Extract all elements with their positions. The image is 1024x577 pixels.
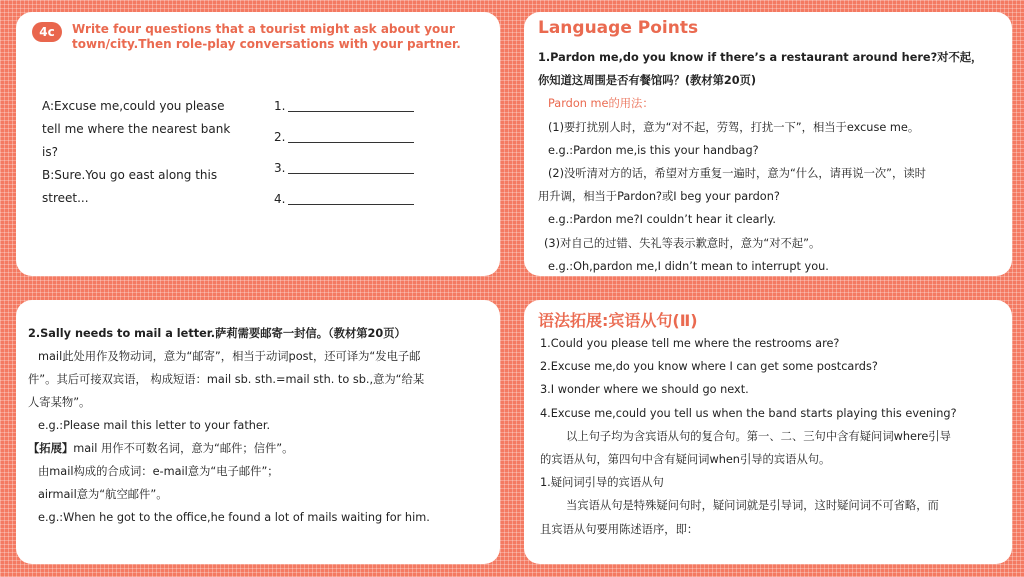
- mail-usage-card: [16, 300, 500, 564]
- body-line: e.g.:Oh,pardon me,I didn’t mean to interrupt you.: [548, 259, 829, 273]
- grammar-heading: 语法拓展:宾语从句(Ⅱ): [538, 311, 698, 330]
- task-title-line-2: town/city.Then role-play conversations with your partner.: [72, 37, 461, 51]
- blank-rule: [288, 95, 414, 112]
- body-line: 当宾语从句是特殊疑问句时，疑问词就是引导词，这时疑问词不可省略，而: [566, 499, 939, 513]
- blank-rule: [288, 188, 414, 205]
- usage-label: Pardon me的用法：: [548, 97, 654, 111]
- extension-line: [28, 437, 494, 460]
- task-badge: 4c: [32, 22, 62, 42]
- dialogue-line: B:Sure.You go east along this: [42, 168, 218, 182]
- body-line: e.g.:Pardon me,is this your handbag?: [548, 143, 759, 157]
- language-points-body: [538, 46, 1008, 278]
- dialogue-line: tell me where the nearest bank: [42, 122, 231, 136]
- task-title-line-1: Write four questions that a tourist might ask about your: [72, 22, 455, 36]
- answer-blank[interactable]: [274, 188, 414, 219]
- body-line: (2)没听清对方的话，希望对方重复一遍时，意为“什么，请再说一次”，读时: [548, 167, 926, 181]
- answer-blank[interactable]: [274, 157, 414, 188]
- example-sentence: 1.Could you please tell me where the restrooms are?: [540, 337, 840, 350]
- extension-text: mail 用作不可数名词，意为“邮件；信件”。: [73, 442, 294, 455]
- blank-number: 4.: [274, 192, 286, 206]
- blank-rule: [288, 157, 414, 174]
- example-sentence: 4.Excuse me,could you tell us when the band starts playing this evening?: [540, 406, 957, 420]
- point-title: 你知道这周围是否有餐馆吗？(教材第20页): [538, 74, 757, 88]
- body-line: 由mail构成的合成词：e-mail意为“电子邮件”；: [38, 465, 279, 478]
- body-line: 且宾语从句要用陈述语序，即：: [540, 522, 699, 536]
- body-line: 用升调，相当于Pardon?或I beg your pardon?: [538, 190, 780, 204]
- example-sentence: 3.I wonder where we should go next.: [540, 383, 749, 397]
- mail-usage-body: [28, 322, 494, 529]
- extension-label: 【拓展】: [28, 442, 74, 455]
- language-points-heading: Language Points: [538, 18, 699, 38]
- point-title: 2.Sally needs to mail a letter.萨莉需要邮寄一封信。（教材第20页）: [28, 327, 406, 340]
- example-sentence: 2.Excuse me,do you know where I can get some postcards?: [540, 360, 878, 374]
- body-line: e.g.:When he got to the office,he found a lot of mails waiting for him.: [38, 511, 430, 524]
- sample-dialogue: [42, 95, 242, 210]
- language-points-card: [524, 12, 1012, 276]
- body-line: (1)要打扰别人时，意为“对不起，劳驾，打扰一下”，相当于excuse me。: [548, 120, 920, 134]
- body-line: mail此处用作及物动词，意为“邮寄”，相当于动词post，还可译为“发电子邮: [38, 350, 421, 363]
- blank-number: 1.: [274, 99, 286, 113]
- grammar-card: [524, 300, 1012, 564]
- point-title: 1.Pardon me,do you know if there’s a restaurant around here?对不起，: [538, 51, 983, 64]
- answer-blanks: [274, 95, 414, 219]
- body-line: e.g.:Pardon me?I couldn’t hear it clearly.: [548, 213, 776, 227]
- body-line: 的宾语从句，第四句中含有疑问词when引导的宾语从句。: [540, 453, 831, 467]
- body-line: 1.疑问词引导的宾语从句: [540, 476, 664, 490]
- blank-number: 2.: [274, 130, 286, 144]
- body-line: 件”。其后可接双宾语， 构成短语：mail sb. sth.=mail sth. to sb.,意为“给某: [28, 373, 425, 386]
- body-line: (3)对自己的过错、失礼等表示歉意时，意为“对不起”。: [544, 236, 821, 250]
- grammar-body: [540, 332, 1010, 541]
- task-title: [72, 22, 492, 52]
- blank-rule: [288, 126, 414, 143]
- blank-number: 3.: [274, 161, 286, 175]
- dialogue-line: is?: [42, 145, 58, 159]
- body-line: e.g.:Please mail this letter to your father.: [38, 419, 271, 432]
- dialogue-line: A:Excuse me,could you please: [42, 99, 225, 113]
- answer-blank[interactable]: [274, 95, 414, 126]
- body-line: airmail意为“航空邮件”。: [38, 488, 168, 501]
- body-line: 人寄某物”。: [28, 396, 91, 409]
- dialogue-line: street...: [42, 191, 89, 205]
- answer-blank[interactable]: [274, 126, 414, 157]
- task-4c-card: [16, 12, 500, 276]
- body-line: 以上句子均为含宾语从句的复合句。第一、二、三句中含有疑问词where引导: [566, 429, 951, 443]
